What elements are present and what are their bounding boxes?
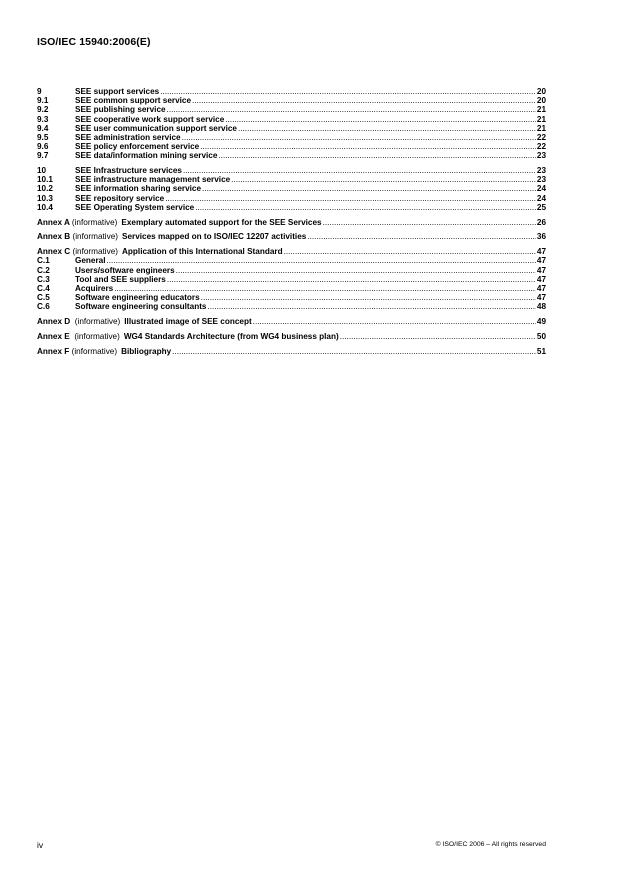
toc-entry-number: 9.6 <box>37 142 49 152</box>
dot-leader <box>200 293 536 302</box>
toc-entry-number: 10.3 <box>37 193 53 203</box>
toc-entry-page: 24 <box>536 184 546 194</box>
toc-annex-f[interactable] <box>37 347 546 356</box>
toc-entry-title: Acquirers <box>75 283 114 293</box>
toc-entry-10-2[interactable] <box>37 184 546 193</box>
toc-entry-title: Software engineering educators <box>75 293 200 303</box>
toc-entry-c-2[interactable] <box>37 266 546 275</box>
toc-entry-10-1[interactable] <box>37 175 546 184</box>
toc-entry-page: 21 <box>536 105 546 115</box>
toc-entry-page: 47 <box>536 247 546 257</box>
toc-entry-page: 20 <box>536 87 546 96</box>
toc-entry-title: SEE policy enforcement service <box>75 142 200 152</box>
toc-entry-page: 47 <box>536 256 546 266</box>
toc-entry-number: C.6 <box>37 302 50 312</box>
toc-entry-page: 47 <box>536 283 546 293</box>
toc-entry-number: C.1 <box>37 256 50 266</box>
toc-entry-page: 22 <box>536 142 546 152</box>
toc-entry-number: 9.5 <box>37 132 49 142</box>
toc-entry-number: 9.7 <box>37 151 49 161</box>
annex-label: Annex D (informative) <box>37 317 121 327</box>
annex-label: Annex F (informative) <box>37 346 118 356</box>
toc-entry-title: Software engineering consultants <box>75 302 207 312</box>
toc-entry-9-2[interactable] <box>37 105 546 114</box>
toc-entry-title: SEE data/information mining service <box>75 151 218 161</box>
toc-entry-10[interactable] <box>37 166 546 175</box>
toc-entry-page: 23 <box>536 166 546 176</box>
toc-entry-title: SEE information sharing service <box>75 184 202 194</box>
toc-entry-9[interactable] <box>37 87 546 96</box>
annex-label: Annex C (informative) <box>37 247 118 257</box>
toc-entry-number: 10 <box>37 166 47 176</box>
toc-entry-title: SEE cooperative work support service <box>75 114 225 124</box>
toc-entry-page: 49 <box>536 317 546 327</box>
dot-leader <box>206 302 536 311</box>
toc-entry-10-3[interactable] <box>37 194 546 203</box>
toc-entry-9-3[interactable] <box>37 115 546 124</box>
toc-entry-number: C.5 <box>37 293 50 303</box>
dot-leader <box>217 151 536 160</box>
toc-entry-page: 20 <box>536 96 546 106</box>
dot-leader <box>166 105 536 114</box>
annex-label: Annex B (informative) <box>37 232 118 242</box>
toc-entry-page: 47 <box>536 274 546 284</box>
toc-entry-page: 50 <box>536 331 546 341</box>
toc-entry-title: SEE infrastructure management service <box>75 175 231 185</box>
toc-entry-title: Application of this International Standard <box>122 247 283 257</box>
toc-entry-number: 9.3 <box>37 114 49 124</box>
dot-leader <box>237 124 536 133</box>
dot-leader <box>339 332 536 341</box>
toc-entry-number: 9 <box>37 87 42 96</box>
dot-leader <box>164 194 536 203</box>
toc-entry-title: Services mapped on to ISO/IEC 12207 activities <box>122 232 307 242</box>
dot-leader <box>306 232 536 241</box>
toc-entry-c-5[interactable] <box>37 293 546 302</box>
dot-leader <box>199 142 536 151</box>
toc-entry-9-1[interactable] <box>37 96 546 105</box>
toc-annex-c[interactable] <box>37 247 546 256</box>
toc-entry-c-4[interactable] <box>37 284 546 293</box>
toc-entry-c-1[interactable] <box>37 256 546 265</box>
toc-entry-title: Tool and SEE suppliers <box>75 274 166 284</box>
footer-page-number: iv <box>37 840 44 850</box>
footer-copyright: © ISO/IEC 2006 – All rights reserved <box>435 841 546 848</box>
document-header: ISO/IEC 15940:2006(E) <box>37 36 151 48</box>
toc-entry-9-4[interactable] <box>37 124 546 133</box>
toc-entry-9-5[interactable] <box>37 133 546 142</box>
toc-entry-page: 47 <box>536 293 546 303</box>
toc-annex-a[interactable] <box>37 218 546 227</box>
toc-entry-title: WG4 Standards Architecture (from WG4 business plan) <box>123 331 339 341</box>
annex-label: Annex A (informative) <box>37 217 118 227</box>
toc-entry-page: 21 <box>536 114 546 124</box>
toc-entry-c-6[interactable] <box>37 302 546 311</box>
toc-entry-title: SEE administration service <box>75 132 181 142</box>
toc-entry-page: 47 <box>536 265 546 275</box>
dot-leader <box>230 175 536 184</box>
toc-entry-page: 48 <box>536 302 546 312</box>
toc-entry-title: SEE Operating System service <box>75 202 195 212</box>
toc-annex-e[interactable] <box>37 332 546 341</box>
toc-entry-number: 9.4 <box>37 123 49 133</box>
toc-entry-page: 23 <box>536 151 546 161</box>
toc-entry-page: 23 <box>536 175 546 185</box>
toc-entry-9-7[interactable] <box>37 151 546 160</box>
dot-leader <box>171 347 536 356</box>
dot-leader <box>322 218 536 227</box>
dot-leader <box>106 256 537 265</box>
dot-leader <box>252 317 536 326</box>
toc-entry-title: Illustrated image of SEE concept <box>124 317 252 327</box>
toc-entry-title: Bibliography <box>121 346 172 356</box>
toc-entry-title: SEE publishing service <box>75 105 166 115</box>
toc-annex-d[interactable] <box>37 317 546 326</box>
dot-leader <box>191 96 536 105</box>
toc-entry-10-4[interactable] <box>37 203 546 212</box>
toc-entry-number: 10.4 <box>37 202 53 212</box>
toc-entry-title: Exemplary automated support for the SEE Services <box>121 217 322 227</box>
toc-entry-title: SEE repository service <box>75 193 165 203</box>
toc-entry-title: SEE support services <box>75 87 160 96</box>
table-of-contents <box>37 87 546 356</box>
toc-entry-page: 22 <box>536 132 546 142</box>
toc-entry-c-3[interactable] <box>37 275 546 284</box>
dot-leader <box>166 275 536 284</box>
toc-entry-page: 25 <box>536 202 546 212</box>
toc-entry-number: 10.1 <box>37 175 53 185</box>
dot-leader <box>194 203 536 212</box>
toc-entry-number: 9.1 <box>37 96 49 106</box>
toc-annex-b[interactable] <box>37 232 546 241</box>
toc-entry-page: 24 <box>536 193 546 203</box>
dot-leader <box>182 166 536 175</box>
toc-entry-title: SEE user communication support service <box>75 123 237 133</box>
annex-label: Annex E (informative) <box>37 331 120 341</box>
toc-entry-title: General <box>75 256 106 266</box>
toc-entry-number: C.3 <box>37 274 50 284</box>
dot-leader <box>201 184 536 193</box>
toc-entry-title: Users/software engineers <box>75 265 175 275</box>
toc-entry-title: SEE common support service <box>75 96 192 106</box>
toc-entry-number: 10.2 <box>37 184 53 194</box>
toc-entry-number: C.4 <box>37 283 50 293</box>
dot-leader <box>224 115 536 124</box>
toc-entry-page: 51 <box>536 346 546 356</box>
dot-leader <box>175 266 536 275</box>
toc-entry-9-6[interactable] <box>37 142 546 151</box>
toc-entry-page: 36 <box>536 232 546 242</box>
dot-leader <box>283 247 536 256</box>
toc-entry-page: 21 <box>536 123 546 133</box>
toc-entry-number: 9.2 <box>37 105 49 115</box>
dot-leader <box>159 87 536 96</box>
toc-entry-number: C.2 <box>37 265 50 275</box>
dot-leader <box>181 133 536 142</box>
dot-leader <box>113 284 536 293</box>
toc-entry-title: SEE Infrastructure services <box>75 166 182 176</box>
toc-entry-page: 26 <box>536 217 546 227</box>
